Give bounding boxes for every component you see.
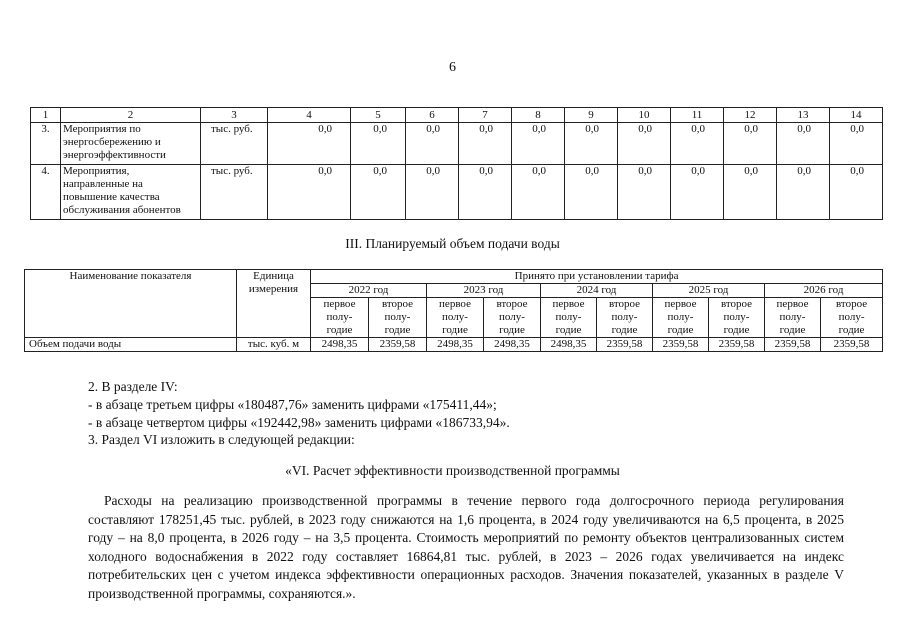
cell-value: 0,0 xyxy=(268,165,351,220)
cell-value: 2359,58 xyxy=(765,338,821,352)
row-unit: тыс. руб. xyxy=(201,123,268,165)
cell-value: 0,0 xyxy=(671,123,724,165)
table-row xyxy=(25,338,883,352)
column-header: 4 xyxy=(268,108,351,123)
column-header: 8 xyxy=(512,108,565,123)
table-header-row xyxy=(25,270,883,284)
half-year-header: первое полу- годие xyxy=(541,298,597,338)
column-header-name: Наименование показателя xyxy=(25,270,237,338)
cell-value: 2359,58 xyxy=(369,338,427,352)
half-year-header: первое полу- годие xyxy=(765,298,821,338)
cell-value: 0,0 xyxy=(268,123,351,165)
year-header: 2025 год xyxy=(653,284,765,298)
column-header: 6 xyxy=(406,108,459,123)
row-name: Объем подачи воды xyxy=(25,338,237,352)
section-heading: «VI. Расчет эффективности производственной программы xyxy=(285,463,620,478)
column-header: 13 xyxy=(777,108,830,123)
column-header-group: Принято при установлении тарифа xyxy=(311,270,883,284)
body-paragraph xyxy=(88,492,844,603)
row-name: Мероприятия, направленные на повышение качества обслуживания абонентов xyxy=(61,165,201,220)
cell-value: 0,0 xyxy=(351,123,406,165)
cell-value: 0,0 xyxy=(618,165,671,220)
row-name: Мероприятия по энергосбережению и энергоэффективности xyxy=(61,123,201,165)
table-row xyxy=(31,165,883,220)
cell-value: 0,0 xyxy=(351,165,406,220)
paragraph-text: Расходы на реализацию производственной программы в течение первого года долгосрочного периода регулирования составляют 178251,45 тыс. рублей, в 2023 году снижаются на 1,6 процента, в 2024 году увеличиваются на 6,5 процента, в 2025 году – на 8,0 процента, в 2026 году – на 3,5 процента. Стоимость мероприятий по ремонту объектов централизованных систем холодного водоснабжения в 2022 году составляет 16864,81 тыс. рублей, в 2023 – 2026 годах увеличивается на индекс потребительских цен с учетом индекса эффективности операционных расходов. Значения показателей, указанных в разделе V производственной программы, сохраняются.». xyxy=(88,493,844,601)
cell-value: 0,0 xyxy=(671,165,724,220)
amendment-item: - в абзаце четвертом цифры «192442,98» заменить цифрами «186733,94». xyxy=(88,415,510,430)
cell-value: 0,0 xyxy=(618,123,671,165)
cell-value: 0,0 xyxy=(459,165,512,220)
column-header: 3 xyxy=(201,108,268,123)
cell-value: 0,0 xyxy=(406,123,459,165)
cell-value: 0,0 xyxy=(724,165,777,220)
cell-value: 2359,58 xyxy=(653,338,709,352)
cell-value: 0,0 xyxy=(830,165,883,220)
table-row xyxy=(31,123,883,165)
amendment-item: - в абзаце третьем цифры «180487,76» заменить цифрами «175411,44»; xyxy=(88,397,497,412)
year-header: 2023 год xyxy=(427,284,541,298)
half-year-header: второе полу- годие xyxy=(369,298,427,338)
half-year-header: первое полу- годие xyxy=(427,298,484,338)
cell-value: 2498,35 xyxy=(484,338,541,352)
cell-value: 0,0 xyxy=(565,123,618,165)
row-number: 3. xyxy=(31,123,61,165)
cell-value: 0,0 xyxy=(406,165,459,220)
column-header: 12 xyxy=(724,108,777,123)
column-header: 2 xyxy=(61,108,201,123)
water-supply-table xyxy=(24,269,883,352)
cell-value: 2498,35 xyxy=(427,338,484,352)
half-year-header: первое полу- годие xyxy=(653,298,709,338)
cell-value: 0,0 xyxy=(565,165,618,220)
column-header-unit: Единица измерения xyxy=(237,270,311,338)
amendment-item: 3. Раздел VI изложить в следующей редакции: xyxy=(88,432,355,447)
year-header: 2022 год xyxy=(311,284,427,298)
cell-value: 0,0 xyxy=(512,123,565,165)
amendment-item: 2. В разделе IV: xyxy=(88,379,178,394)
section-title: III. Планируемый объем подачи воды xyxy=(345,236,560,251)
column-header: 14 xyxy=(830,108,883,123)
half-year-header: второе полу- годие xyxy=(821,298,883,338)
page-number: 6 xyxy=(449,60,456,75)
row-number: 4. xyxy=(31,165,61,220)
column-header: 1 xyxy=(31,108,61,123)
cell-value: 2359,58 xyxy=(597,338,653,352)
cell-value: 0,0 xyxy=(512,165,565,220)
cell-value: 2498,35 xyxy=(541,338,597,352)
cell-value: 0,0 xyxy=(724,123,777,165)
column-header: 10 xyxy=(618,108,671,123)
cell-value: 0,0 xyxy=(830,123,883,165)
column-header: 9 xyxy=(565,108,618,123)
cell-value: 0,0 xyxy=(777,123,830,165)
cell-value: 0,0 xyxy=(459,123,512,165)
column-header: 7 xyxy=(459,108,512,123)
cell-value: 2359,58 xyxy=(709,338,765,352)
cell-value: 2359,58 xyxy=(821,338,883,352)
half-year-header: второе полу- годие xyxy=(484,298,541,338)
cell-value: 2498,35 xyxy=(311,338,369,352)
activities-table xyxy=(30,107,883,220)
half-year-header: второе полу- годие xyxy=(709,298,765,338)
half-year-header: второе полу- годие xyxy=(597,298,653,338)
column-header: 5 xyxy=(351,108,406,123)
year-header: 2026 год xyxy=(765,284,883,298)
cell-value: 0,0 xyxy=(777,165,830,220)
half-year-header: первое полу- годие xyxy=(311,298,369,338)
row-unit: тыс. руб. xyxy=(201,165,268,220)
table-header-row xyxy=(31,108,883,123)
year-header: 2024 год xyxy=(541,284,653,298)
column-header: 11 xyxy=(671,108,724,123)
row-unit: тыс. куб. м xyxy=(237,338,311,352)
